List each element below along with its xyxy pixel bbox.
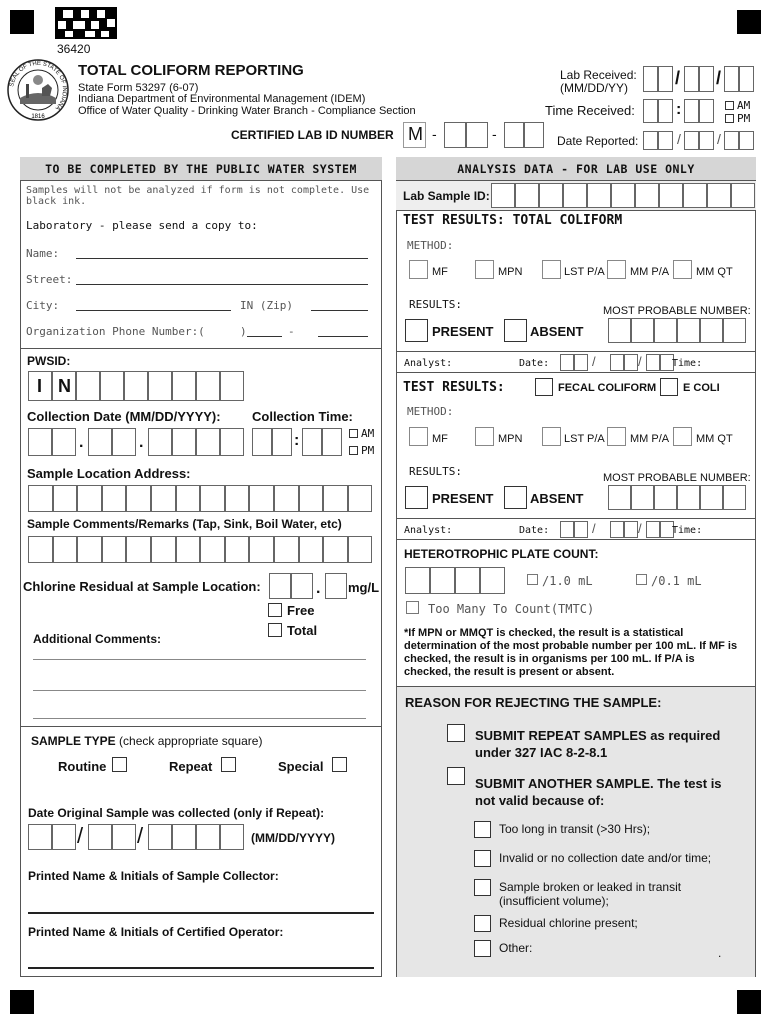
tc-method-mm-qt-label: MM QT xyxy=(696,266,733,278)
date-original-sample-label: Date Original Sample was collected (only if Repeat): xyxy=(28,806,325,820)
lab-sample-id-box-8[interactable] xyxy=(659,183,683,208)
submit-repeat-checkbox[interactable] xyxy=(447,724,465,742)
tc-date-box-5[interactable] xyxy=(646,354,660,371)
additional-comments-line-3[interactable] xyxy=(33,704,366,719)
date-reported-yy-1[interactable] xyxy=(724,131,739,150)
hpc-1ml-checkbox[interactable] xyxy=(527,574,538,585)
collection-time-hh-1[interactable] xyxy=(252,428,272,456)
reason-2-checkbox[interactable] xyxy=(474,850,491,867)
date-reported-slash-2: / xyxy=(717,131,721,147)
hpc-1ml-label: /1.0 mL xyxy=(542,574,593,588)
tc-method-lst-p-a-checkbox[interactable] xyxy=(542,260,561,279)
sample-comments-box-10[interactable] xyxy=(249,536,274,563)
routine-checkbox[interactable] xyxy=(112,757,127,772)
hpc-01ml-label: /0.1 mL xyxy=(651,574,702,588)
tc-mpn-box-6[interactable] xyxy=(723,318,746,343)
tc-date-box-3[interactable] xyxy=(610,354,624,371)
lab-id-box-3[interactable] xyxy=(504,122,524,148)
seal-ring-text xyxy=(6,58,70,122)
chlorine-total-label: Total xyxy=(287,623,318,638)
chlorine-whole-2[interactable] xyxy=(291,573,313,599)
collection-date-dd-1[interactable] xyxy=(88,428,112,456)
phone-dash: - xyxy=(288,325,295,338)
ec-method-mf-checkbox[interactable] xyxy=(409,427,428,446)
reason-5-checkbox[interactable] xyxy=(474,940,491,957)
sample-location-box-11[interactable] xyxy=(274,485,299,512)
time-received-pm-label: PM xyxy=(737,112,751,125)
repeat-checkbox[interactable] xyxy=(221,757,236,772)
sample-location-box-5[interactable] xyxy=(126,485,151,512)
tc-analyst-label: Analyst: xyxy=(404,358,453,369)
lab-sample-id-box-2[interactable] xyxy=(515,183,539,208)
lab-received-dd-2[interactable] xyxy=(699,66,714,92)
collection-date-mm-1[interactable] xyxy=(28,428,52,456)
left-divider-1 xyxy=(20,348,382,349)
fecal-coliform-checkbox[interactable] xyxy=(535,378,553,396)
ec-mpn-box-1[interactable] xyxy=(608,485,631,510)
total-coliform-absent-checkbox[interactable] xyxy=(504,319,527,342)
sample-comments-box-8[interactable] xyxy=(200,536,225,563)
phone-line-field[interactable] xyxy=(318,322,368,337)
hpc-digit-1[interactable] xyxy=(405,567,430,594)
chlorine-free-label: Free xyxy=(287,603,315,618)
pwsid-digit-7[interactable] xyxy=(220,371,244,401)
original-date-yyyy-2[interactable] xyxy=(172,824,196,850)
sample-location-box-13[interactable] xyxy=(323,485,348,512)
tc-method-mf-checkbox[interactable] xyxy=(409,260,428,279)
reason-3-checkbox[interactable] xyxy=(474,879,491,896)
registration-mark-bottom-left xyxy=(10,990,34,1014)
collection-date-label: Collection Date (MM/DD/YYYY): xyxy=(27,409,221,424)
collection-time-mm-2[interactable] xyxy=(322,428,342,456)
sample-comments-box-12[interactable] xyxy=(299,536,324,563)
fecal-results-label: RESULTS: xyxy=(409,465,462,478)
pwsid-digit-1[interactable] xyxy=(76,371,100,401)
original-date-dd-2[interactable] xyxy=(112,824,136,850)
sample-comments-box-13[interactable] xyxy=(323,536,348,563)
sample-comments-box-14[interactable] xyxy=(348,536,373,563)
original-date-dd-1[interactable] xyxy=(88,824,112,850)
tc-method-mm-qt-checkbox[interactable] xyxy=(673,260,692,279)
city-label: City: xyxy=(26,299,60,312)
tc-method-mf-label: MF xyxy=(432,266,448,278)
send-copy-label: Laboratory - please send a copy to: xyxy=(26,219,258,232)
sample-collector-label: Printed Name & Initials of Sample Collector: xyxy=(28,869,279,883)
pwsid-digit-6[interactable] xyxy=(196,371,220,401)
pwsid-digit-4[interactable] xyxy=(148,371,172,401)
name-field[interactable] xyxy=(76,244,368,259)
submit-another-label: SUBMIT ANOTHER SAMPLE. The test is not valid because of: xyxy=(475,776,722,808)
ec-method-mf-label: MF xyxy=(432,433,448,445)
ec-method-mm-qt-label: MM QT xyxy=(696,433,733,445)
collection-time-hh-2[interactable] xyxy=(272,428,292,456)
time-received-label: Time Received: xyxy=(545,103,635,118)
pwsid-digit-2[interactable] xyxy=(100,371,124,401)
fecal-coliform-label: FECAL COLIFORM xyxy=(558,382,657,394)
collection-date-dd-2[interactable] xyxy=(112,428,136,456)
right-divider-1 xyxy=(396,351,756,352)
tc-date-box-slash-1: / xyxy=(592,354,596,369)
left-panel-header: TO BE COMPLETED BY THE PUBLIC WATER SYSTEM xyxy=(20,157,382,181)
street-field[interactable] xyxy=(76,270,368,285)
lab-sample-id-box-5[interactable] xyxy=(587,183,611,208)
routine-label: Routine xyxy=(58,759,107,774)
office-name: Office of Water Quality - Drinking Water Branch - Compliance Section xyxy=(78,105,416,117)
tc-method-mpn-checkbox[interactable] xyxy=(475,260,494,279)
total-coliform-results-label: RESULTS: xyxy=(409,298,462,311)
reason-2-label: Invalid or no collection date and/or time; xyxy=(499,851,712,865)
pwsid-label: PWSID: xyxy=(27,354,71,368)
collection-time-am-label: AM xyxy=(361,427,375,440)
collection-date-mm-2[interactable] xyxy=(52,428,76,456)
collection-time-pm-checkbox[interactable] xyxy=(349,446,358,455)
ec-analyst-label: Analyst: xyxy=(404,525,453,536)
date-reported-label: Date Reported: xyxy=(557,134,639,148)
time-received-colon: : xyxy=(676,101,682,118)
street-label: Street: xyxy=(26,273,73,286)
ec-date-box-slash-2: / xyxy=(638,521,642,536)
ec-date-box-1[interactable] xyxy=(560,521,574,538)
total-coliform-method-label: METHOD: xyxy=(407,239,454,252)
collection-date-yyyy-4[interactable] xyxy=(220,428,244,456)
tc-method-mm-p-a-label: MM P/A xyxy=(630,266,670,278)
tc-method-lst-p-a-label: LST P/A xyxy=(564,266,605,278)
sample-location-box-14[interactable] xyxy=(348,485,373,512)
ec-date-box-2[interactable] xyxy=(574,521,588,538)
lab-id-box-1[interactable] xyxy=(444,122,466,148)
total-coliform-present-label: PRESENT xyxy=(432,324,494,339)
collection-date-yyyy-3[interactable] xyxy=(196,428,220,456)
special-checkbox[interactable] xyxy=(332,757,347,772)
collection-time-colon: : xyxy=(294,432,300,449)
tc-mpn-box-5[interactable] xyxy=(700,318,723,343)
lab-sample-id-box-6[interactable] xyxy=(611,183,635,208)
sample-comments-label: Sample Comments/Remarks (Tap, Sink, Boil Water, etc) xyxy=(27,517,342,531)
total-coliform-heading: TEST RESULTS: TOTAL COLIFORM xyxy=(403,213,623,228)
fecal-mpn-label: MOST PROBABLE NUMBER: xyxy=(603,472,751,484)
sample-location-box-9[interactable] xyxy=(225,485,250,512)
ec-time-label: Time: xyxy=(672,525,703,536)
hpc-heading: HETEROTROPHIC PLATE COUNT: xyxy=(404,547,599,561)
ec-mpn-box-6[interactable] xyxy=(723,485,746,510)
original-date-mm-2[interactable] xyxy=(52,824,76,850)
ec-mpn-box-5[interactable] xyxy=(700,485,723,510)
pwsid-digit-3[interactable] xyxy=(124,371,148,401)
tc-method-mm-p-a-checkbox[interactable] xyxy=(607,260,626,279)
sample-comments-box-2[interactable] xyxy=(53,536,78,563)
right-divider-2 xyxy=(396,372,756,373)
sample-comments-box-1[interactable] xyxy=(28,536,53,563)
ec-mpn-box-4[interactable] xyxy=(677,485,700,510)
reason-1-checkbox[interactable] xyxy=(474,821,491,838)
sample-collector-field[interactable] xyxy=(28,898,374,914)
rejection-heading: REASON FOR REJECTING THE SAMPLE: xyxy=(405,695,662,710)
collection-time-pm-label: PM xyxy=(361,444,375,457)
lab-received-mm-1[interactable] xyxy=(643,66,658,92)
tc-method-mpn-label: MPN xyxy=(498,266,523,278)
form-barcode xyxy=(55,7,117,39)
other-period: . xyxy=(718,946,722,960)
sample-comments-box-7[interactable] xyxy=(176,536,201,563)
sample-comments-box-5[interactable] xyxy=(126,536,151,563)
hpc-digit-2[interactable] xyxy=(430,567,455,594)
zip-label: IN (Zip) xyxy=(240,299,293,312)
date-reported-dd-1[interactable] xyxy=(684,131,699,150)
ec-date-box-5[interactable] xyxy=(646,521,660,538)
fecal-present-checkbox[interactable] xyxy=(405,486,428,509)
phone-close-paren: ) xyxy=(240,325,247,338)
lab-sample-id-label: Lab Sample ID: xyxy=(403,189,490,203)
lab-id-box-4[interactable] xyxy=(524,122,544,148)
original-date-yyyy-3[interactable] xyxy=(196,824,220,850)
tc-mpn-box-4[interactable] xyxy=(677,318,700,343)
lab-sample-id-box-4[interactable] xyxy=(563,183,587,208)
right-divider-3 xyxy=(396,518,756,519)
original-date-slash-2: / xyxy=(137,823,144,848)
lab-received-yy-2[interactable] xyxy=(739,66,754,92)
sample-location-box-7[interactable] xyxy=(176,485,201,512)
tc-date-label: Date: xyxy=(519,358,550,369)
registration-mark-top-right xyxy=(737,10,761,34)
sample-location-box-6[interactable] xyxy=(151,485,176,512)
tc-date-box-1[interactable] xyxy=(560,354,574,371)
lab-sample-id-box-9[interactable] xyxy=(683,183,707,208)
form-number: 36420 xyxy=(57,42,91,56)
sample-location-box-3[interactable] xyxy=(77,485,102,512)
right-panel-header: ANALYSIS DATA - FOR LAB USE ONLY xyxy=(396,157,756,181)
certified-operator-field[interactable] xyxy=(28,953,374,969)
ec-mpn-box-3[interactable] xyxy=(654,485,677,510)
ec-date-box-slash-1: / xyxy=(592,521,596,536)
total-coliform-mpn-label: MOST PROBABLE NUMBER: xyxy=(603,305,751,317)
sample-location-box-8[interactable] xyxy=(200,485,225,512)
reason-4-checkbox[interactable] xyxy=(474,915,491,932)
time-received-am-checkbox[interactable] xyxy=(725,101,734,110)
ec-method-mm-qt-checkbox[interactable] xyxy=(673,427,692,446)
fecal-present-label: PRESENT xyxy=(432,491,494,506)
additional-comments-label: Additional Comments: xyxy=(33,632,161,646)
date-reported-yy-2[interactable] xyxy=(739,131,754,150)
time-received-hh-1[interactable] xyxy=(643,99,658,123)
collection-date-yyyy-2[interactable] xyxy=(172,428,196,456)
hpc-01ml-checkbox[interactable] xyxy=(636,574,647,585)
date-reported-mm-1[interactable] xyxy=(643,131,658,150)
ec-date-box-3[interactable] xyxy=(610,521,624,538)
sample-comments-box-6[interactable] xyxy=(151,536,176,563)
lab-received-yy-1[interactable] xyxy=(724,66,739,92)
right-divider-4 xyxy=(396,539,756,540)
original-date-mm-1[interactable] xyxy=(28,824,52,850)
tmtc-checkbox[interactable] xyxy=(406,601,419,614)
lab-received-label: Lab Received: xyxy=(560,68,637,82)
e-coli-checkbox[interactable] xyxy=(660,378,678,396)
tc-date-box-slash-2: / xyxy=(638,354,642,369)
original-date-yyyy-4[interactable] xyxy=(220,824,244,850)
time-received-hh-2[interactable] xyxy=(658,99,673,123)
ec-method-mpn-checkbox[interactable] xyxy=(475,427,494,446)
svg-text:1816: 1816 xyxy=(31,114,45,120)
collection-date-dot-2: . xyxy=(139,434,144,451)
tc-date-box-4[interactable] xyxy=(624,354,638,371)
additional-comments-line-2[interactable] xyxy=(33,676,366,691)
ec-mpn-box-2[interactable] xyxy=(631,485,654,510)
lab-id-dash-1: - xyxy=(432,126,437,142)
svg-text:SEAL OF THE STATE OF INDIANA: SEAL OF THE STATE OF INDIANA xyxy=(9,60,68,111)
date-reported-slash-1: / xyxy=(677,131,681,147)
registration-mark-bottom-right xyxy=(737,990,761,1014)
ec-method-lst-p-a-label: LST P/A xyxy=(564,433,605,445)
registration-mark-top-left xyxy=(10,10,34,34)
time-received-mm-1[interactable] xyxy=(684,99,699,123)
sample-location-box-12[interactable] xyxy=(299,485,324,512)
fecal-test-heading: TEST RESULTS: xyxy=(403,380,505,395)
phone-label: Organization Phone Number:( xyxy=(26,325,205,338)
ec-method-mm-p-a-checkbox[interactable] xyxy=(607,427,626,446)
original-date-slash-1: / xyxy=(77,823,84,848)
collection-time-label: Collection Time: xyxy=(252,409,353,424)
hpc-digit-3[interactable] xyxy=(455,567,480,594)
agency-name: Indiana Department of Environmental Management (IDEM) xyxy=(78,93,366,105)
state-form-number: State Form 53297 (6-07) xyxy=(78,82,199,94)
ec-date-label: Date: xyxy=(519,525,550,536)
chlorine-decimal-1[interactable] xyxy=(325,573,347,599)
tmtc-label: Too Many To Count(TMTC) xyxy=(428,602,595,616)
time-received-pm-checkbox[interactable] xyxy=(725,114,734,123)
black-ink-notice: Samples will not be analyzed if form is not complete. Use black ink. xyxy=(26,185,370,207)
sample-comments-box-9[interactable] xyxy=(225,536,250,563)
reason-4-label: Residual chlorine present; xyxy=(499,916,638,930)
sample-location-box-2[interactable] xyxy=(53,485,78,512)
time-received-am-label: AM xyxy=(737,99,751,112)
reason-3-label: Sample broken or leaked in transit (insufficient volume); xyxy=(499,880,682,908)
lab-sample-id-box-7[interactable] xyxy=(635,183,659,208)
special-label: Special xyxy=(278,759,324,774)
chlorine-decimal-point: . xyxy=(316,580,321,597)
sample-location-box-4[interactable] xyxy=(102,485,127,512)
tc-mpn-box-2[interactable] xyxy=(631,318,654,343)
ec-method-mm-p-a-label: MM P/A xyxy=(630,433,670,445)
left-divider-2 xyxy=(20,726,382,727)
date-reported-dd-2[interactable] xyxy=(699,131,714,150)
submit-repeat-label: SUBMIT REPEAT SAMPLES as required under 327 IAC 8-2-8.1 xyxy=(475,728,721,760)
date-reported-mm-2[interactable] xyxy=(658,131,673,150)
zip-field[interactable] xyxy=(311,296,368,311)
chlorine-total-checkbox[interactable] xyxy=(268,623,282,637)
hpc-digit-4[interactable] xyxy=(480,567,505,594)
sample-location-label: Sample Location Address: xyxy=(27,466,191,481)
collection-time-am-checkbox[interactable] xyxy=(349,429,358,438)
lab-received-format: (MM/DD/YY) xyxy=(560,81,628,95)
name-label: Name: xyxy=(26,247,60,260)
additional-comments-line-1[interactable] xyxy=(33,645,366,660)
reason-5-label: Other: xyxy=(499,941,533,955)
total-coliform-present-checkbox[interactable] xyxy=(405,319,428,342)
ec-method-lst-p-a-checkbox[interactable] xyxy=(542,427,561,446)
original-date-format: (MM/DD/YYYY) xyxy=(251,831,335,845)
tc-mpn-box-1[interactable] xyxy=(608,318,631,343)
pwsid-digit-5[interactable] xyxy=(172,371,196,401)
sample-comments-box-11[interactable] xyxy=(274,536,299,563)
lab-sample-id-box-11[interactable] xyxy=(731,183,755,208)
sample-comments-box-4[interactable] xyxy=(102,536,127,563)
reason-1-label: Too long in transit (>30 Hrs); xyxy=(499,822,651,836)
form-title: TOTAL COLIFORM REPORTING xyxy=(78,62,304,79)
fecal-absent-checkbox[interactable] xyxy=(504,486,527,509)
lab-received-slash-1: / xyxy=(675,68,681,88)
lab-sample-id-box-3[interactable] xyxy=(539,183,563,208)
lab-id-prefix-box: M xyxy=(403,122,426,148)
sample-location-box-10[interactable] xyxy=(249,485,274,512)
tc-date-box-2[interactable] xyxy=(574,354,588,371)
certified-operator-label: Printed Name & Initials of Certified Operator: xyxy=(28,925,284,939)
ec-date-box-4[interactable] xyxy=(624,521,638,538)
lab-sample-id-box-1[interactable] xyxy=(491,183,515,208)
submit-another-checkbox[interactable] xyxy=(447,767,465,785)
fecal-method-label: METHOD: xyxy=(407,405,454,418)
lab-received-dd-1[interactable] xyxy=(684,66,699,92)
sample-type-heading: SAMPLE TYPE (check appropriate square) xyxy=(31,734,263,748)
e-coli-label: E COLI xyxy=(683,382,720,394)
pwsid-n-box: N xyxy=(52,371,76,401)
repeat-label: Repeat xyxy=(169,759,213,774)
time-received-mm-2[interactable] xyxy=(699,99,714,123)
tc-mpn-box-3[interactable] xyxy=(654,318,677,343)
ec-method-mpn-label: MPN xyxy=(498,433,523,445)
tc-time-label: Time: xyxy=(672,358,703,369)
lab-id-dash-2: - xyxy=(492,126,497,142)
phone-prefix-field[interactable] xyxy=(247,322,282,337)
lab-sample-id-box-10[interactable] xyxy=(707,183,731,208)
chlorine-whole-1[interactable] xyxy=(269,573,291,599)
sample-comments-box-3[interactable] xyxy=(77,536,102,563)
pwsid-i-box: I xyxy=(28,371,52,401)
collection-date-yyyy-1[interactable] xyxy=(148,428,172,456)
chlorine-residual-label: Chlorine Residual at Sample Location: xyxy=(23,579,261,594)
chlorine-free-checkbox[interactable] xyxy=(268,603,282,617)
chlorine-unit: mg/L xyxy=(348,580,380,595)
lab-received-slash-2: / xyxy=(716,68,722,88)
lab-received-mm-2[interactable] xyxy=(658,66,673,92)
method-note: *If MPN or MMQT is checked, the result is a statistical determination of the most probable number per 100 mL. If MF is checked, the result is in organisms per 100 mL. If P/A is checked, the result is present or absent. xyxy=(404,627,738,678)
fecal-absent-label: ABSENT xyxy=(530,491,584,506)
original-date-yyyy-1[interactable] xyxy=(148,824,172,850)
total-coliform-absent-label: ABSENT xyxy=(530,324,584,339)
sample-location-box-1[interactable] xyxy=(28,485,53,512)
certified-lab-id-label: CERTIFIED LAB ID NUMBER xyxy=(231,128,394,142)
collection-date-dot-1: . xyxy=(79,434,84,451)
lab-id-box-2[interactable] xyxy=(466,122,488,148)
collection-time-mm-1[interactable] xyxy=(302,428,322,456)
city-field[interactable] xyxy=(76,296,231,311)
